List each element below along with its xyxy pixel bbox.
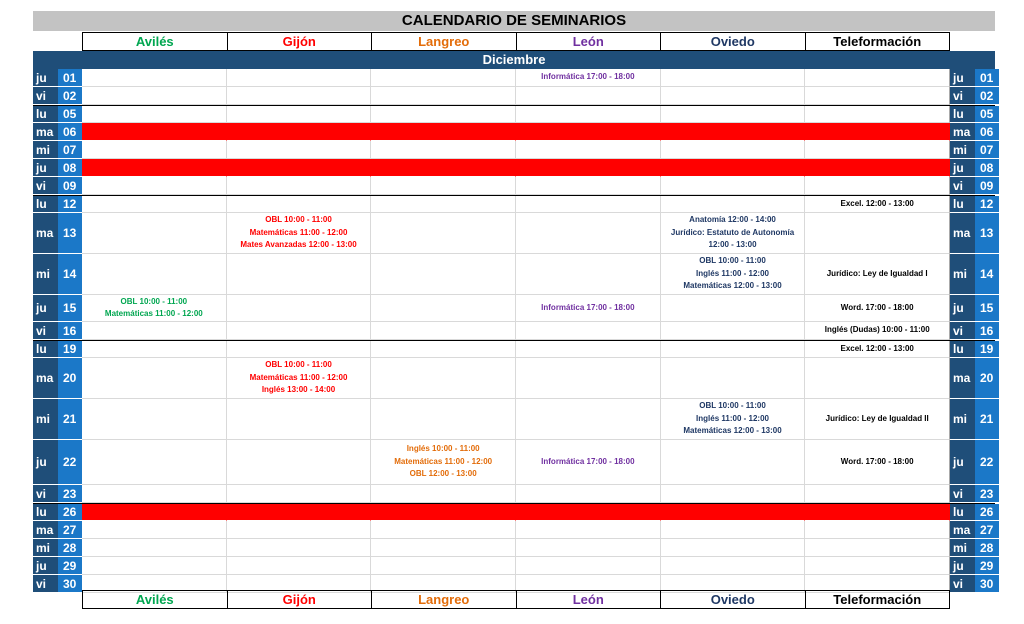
cell-oviedo-07[interactable] xyxy=(661,141,806,159)
day-name: ju xyxy=(33,295,58,322)
cell-oviedo-02[interactable] xyxy=(661,87,806,105)
seminar-entry: OBL 10:00 - 11:00 xyxy=(265,215,332,225)
cell-langreo-09[interactable] xyxy=(371,177,516,195)
cell-langreo-05[interactable] xyxy=(371,106,516,123)
day-number: 30 xyxy=(58,575,82,593)
day-number-right: 15 xyxy=(975,295,999,322)
day-number-right: 19 xyxy=(975,341,999,358)
seminar-entry: Inglés (Dudas) 10:00 - 11:00 xyxy=(824,325,930,335)
cell-oviedo-26[interactable] xyxy=(661,504,806,521)
seminar-entry: Inglés 11:00 - 12:00 xyxy=(696,268,769,278)
day-name-right: lu xyxy=(950,504,975,521)
day-number-right: 08 xyxy=(975,159,999,177)
page-title: CALENDARIO DE SEMINARIOS xyxy=(33,11,995,31)
day-name: vi xyxy=(33,485,58,503)
day-name-right: vi xyxy=(950,575,975,593)
seminar-entry: Matemáticas 12:00 - 13:00 xyxy=(683,426,782,436)
day-number-right: 12 xyxy=(975,196,999,213)
seminar-entry: Jurídico: Estatuto de Autonomía xyxy=(670,227,795,237)
cell-leon-21[interactable] xyxy=(516,399,661,440)
day-row-12 xyxy=(33,195,995,213)
day-row-07 xyxy=(33,141,995,159)
seminar-entry: Inglés 10:00 - 11:00 xyxy=(406,444,480,454)
cell-aviles-14[interactable] xyxy=(82,254,227,295)
cell-langreo-07[interactable] xyxy=(371,141,516,159)
day-name: vi xyxy=(33,575,58,593)
column-header-row-top xyxy=(82,32,950,51)
day-row-19 xyxy=(33,340,995,358)
day-name: ju xyxy=(33,440,58,485)
cell-langreo-08[interactable] xyxy=(371,159,516,177)
cell-leon-15[interactable] xyxy=(516,295,661,322)
cell-oviedo-22[interactable] xyxy=(661,440,806,485)
cell-teleformacion-20[interactable] xyxy=(805,358,950,399)
cell-leon-29[interactable] xyxy=(516,557,661,575)
cell-langreo-16[interactable] xyxy=(371,322,516,340)
cell-oviedo-29[interactable] xyxy=(661,557,806,575)
day-number: 05 xyxy=(58,106,82,123)
cell-gijon-19[interactable] xyxy=(227,341,372,358)
seminar-entry: Word. 17:00 - 18:00 xyxy=(840,456,914,466)
cell-oviedo-19[interactable] xyxy=(661,341,806,358)
seminar-entry: Mates Avanzadas 12:00 - 13:00 xyxy=(240,240,357,250)
day-name: vi xyxy=(33,87,58,105)
cell-langreo-26[interactable] xyxy=(371,504,516,521)
seminar-entry: 12:00 - 13:00 xyxy=(708,240,757,250)
cell-gijon-13[interactable] xyxy=(227,213,372,254)
day-number-right: 27 xyxy=(975,521,999,539)
day-number-right: 05 xyxy=(975,106,999,123)
day-name-right: mi xyxy=(950,254,975,295)
day-name-right: mi xyxy=(950,141,975,159)
seminar-entry: Excel. 12:00 - 13:00 xyxy=(840,198,914,208)
day-name-right: ju xyxy=(950,557,975,575)
cell-leon-09[interactable] xyxy=(516,177,661,195)
day-number: 06 xyxy=(58,123,82,141)
cell-gijon-16[interactable] xyxy=(227,322,372,340)
seminar-entry: Matemáticas 11:00 - 12:00 xyxy=(104,309,203,318)
seminar-entry: Word. 17:00 - 18:00 xyxy=(840,302,914,312)
cell-gijon-09[interactable] xyxy=(227,177,372,195)
cell-gijon-14[interactable] xyxy=(227,254,372,295)
seminar-entry: OBL 10:00 - 11:00 xyxy=(699,256,766,266)
day-row-14 xyxy=(33,254,995,295)
cell-langreo-23[interactable] xyxy=(371,485,516,503)
seminar-entry: Anatomía 12:00 - 14:00 xyxy=(689,215,776,225)
cell-langreo-20[interactable] xyxy=(371,358,516,399)
day-number: 02 xyxy=(58,87,82,105)
day-name-right: lu xyxy=(950,106,975,123)
day-name: ma xyxy=(33,358,58,399)
day-number-right: 28 xyxy=(975,539,999,557)
cell-gijon-23[interactable] xyxy=(227,485,372,503)
cell-teleformacion-14[interactable] xyxy=(805,254,950,295)
day-number-right: 09 xyxy=(975,177,999,195)
day-number-right: 16 xyxy=(975,322,999,340)
day-name: ma xyxy=(33,213,58,254)
day-name-right: vi xyxy=(950,87,975,105)
seminar-entry: Jurídico: Ley de Igualdad II xyxy=(825,413,929,423)
cell-leon-13[interactable] xyxy=(516,213,661,254)
day-number: 27 xyxy=(58,521,82,539)
day-name-right: ma xyxy=(950,213,975,254)
cell-oviedo-01[interactable] xyxy=(661,69,806,87)
cell-teleformacion-27[interactable] xyxy=(805,521,950,539)
day-name-right: mi xyxy=(950,539,975,557)
day-name-right: ma xyxy=(950,123,975,141)
cell-aviles-06[interactable] xyxy=(82,123,227,141)
cell-gijon-27[interactable] xyxy=(227,521,372,539)
cell-aviles-01[interactable] xyxy=(82,69,227,87)
day-name: mi xyxy=(33,399,58,440)
column-footer-leon[interactable]: León xyxy=(517,591,662,608)
cell-leon-12[interactable] xyxy=(516,196,661,213)
day-number-right: 06 xyxy=(975,123,999,141)
day-number: 20 xyxy=(58,358,82,399)
day-number: 08 xyxy=(58,159,82,177)
cell-teleformacion-22[interactable] xyxy=(805,440,950,485)
cell-teleformacion-08[interactable] xyxy=(805,159,950,177)
seminar-entry: OBL 10:00 - 11:00 xyxy=(265,360,332,370)
day-name-right: ju xyxy=(950,440,975,485)
day-row-09 xyxy=(33,177,995,195)
cell-leon-01[interactable] xyxy=(516,69,661,87)
cell-leon-02[interactable] xyxy=(516,87,661,105)
cell-teleformacion-06[interactable] xyxy=(805,123,950,141)
day-name: ma xyxy=(33,521,58,539)
day-row-20 xyxy=(33,358,995,399)
day-number-right: 30 xyxy=(975,575,999,593)
column-header-aviles[interactable]: Avilés xyxy=(83,33,228,50)
day-number-right: 02 xyxy=(975,87,999,105)
cell-langreo-15[interactable] xyxy=(371,295,516,322)
day-name: vi xyxy=(33,177,58,195)
cell-leon-16[interactable] xyxy=(516,322,661,340)
cell-aviles-26[interactable] xyxy=(82,504,227,521)
cell-langreo-27[interactable] xyxy=(371,521,516,539)
day-row-15 xyxy=(33,295,995,322)
cell-oviedo-12[interactable] xyxy=(661,196,806,213)
column-footer-oviedo[interactable]: Oviedo xyxy=(661,591,806,608)
day-row-13 xyxy=(33,213,995,254)
day-number: 01 xyxy=(58,69,82,87)
cell-gijon-01[interactable] xyxy=(227,69,372,87)
day-number-right: 29 xyxy=(975,557,999,575)
cell-leon-14[interactable] xyxy=(516,254,661,295)
day-number: 28 xyxy=(58,539,82,557)
day-name: lu xyxy=(33,196,58,213)
cell-teleformacion-21[interactable] xyxy=(805,399,950,440)
column-header-gijon[interactable]: Gijón xyxy=(228,33,373,50)
day-name-right: lu xyxy=(950,341,975,358)
month-header: Diciembre xyxy=(33,51,995,69)
cell-teleformacion-28[interactable] xyxy=(805,539,950,557)
cell-oviedo-20[interactable] xyxy=(661,358,806,399)
cell-aviles-07[interactable] xyxy=(82,141,227,159)
day-row-27 xyxy=(33,521,995,539)
day-number-right: 14 xyxy=(975,254,999,295)
day-name-right: lu xyxy=(950,196,975,213)
day-name: ju xyxy=(33,557,58,575)
seminar-entry: Informática 17:00 - 18:00 xyxy=(541,72,635,82)
cell-aviles-20[interactable] xyxy=(82,358,227,399)
cell-leon-05[interactable] xyxy=(516,106,661,123)
day-number: 21 xyxy=(58,399,82,440)
cell-oviedo-13[interactable] xyxy=(661,213,806,254)
day-row-23 xyxy=(33,485,995,503)
seminar-entry: Excel. 12:00 - 13:00 xyxy=(840,343,914,353)
seminar-entry: Informática 17:00 - 18:00 xyxy=(541,456,635,466)
cell-leon-22[interactable] xyxy=(516,440,661,485)
day-row-02 xyxy=(33,87,995,105)
day-name-right: vi xyxy=(950,485,975,503)
day-number-right: 20 xyxy=(975,358,999,399)
seminar-entry: OBL 10:00 - 11:00 xyxy=(699,401,766,411)
day-number: 16 xyxy=(58,322,82,340)
cell-langreo-14[interactable] xyxy=(371,254,516,295)
cell-gijon-08[interactable] xyxy=(227,159,372,177)
cell-teleformacion-09[interactable] xyxy=(805,177,950,195)
day-row-06 xyxy=(33,123,995,141)
seminar-entry: Jurídico: Ley de Igualdad I xyxy=(826,268,928,278)
cell-aviles-19[interactable] xyxy=(82,341,227,358)
cell-oviedo-21[interactable] xyxy=(661,399,806,440)
cell-leon-23[interactable] xyxy=(516,485,661,503)
cell-aviles-02[interactable] xyxy=(82,87,227,105)
cell-teleformacion-19[interactable] xyxy=(805,341,950,358)
cell-langreo-22[interactable] xyxy=(371,440,516,485)
cell-oviedo-16[interactable] xyxy=(661,322,806,340)
day-number-right: 07 xyxy=(975,141,999,159)
cell-teleformacion-12[interactable] xyxy=(805,196,950,213)
day-number-right: 23 xyxy=(975,485,999,503)
column-footer-gijon[interactable]: Gijón xyxy=(228,591,373,608)
day-name: ma xyxy=(33,123,58,141)
day-row-22 xyxy=(33,440,995,485)
day-row-01 xyxy=(33,69,995,87)
day-number: 07 xyxy=(58,141,82,159)
cell-langreo-28[interactable] xyxy=(371,539,516,557)
cell-aviles-16[interactable] xyxy=(82,322,227,340)
cell-leon-06[interactable] xyxy=(516,123,661,141)
cell-langreo-06[interactable] xyxy=(371,123,516,141)
column-header-teleformacion[interactable]: Teleformación xyxy=(833,34,922,49)
cell-gijon-07[interactable] xyxy=(227,141,372,159)
cell-leon-07[interactable] xyxy=(516,141,661,159)
cell-oviedo-09[interactable] xyxy=(661,177,806,195)
cell-langreo-29[interactable] xyxy=(371,557,516,575)
day-row-08 xyxy=(33,159,995,177)
cell-langreo-13[interactable] xyxy=(371,213,516,254)
day-name-right: ju xyxy=(950,69,975,87)
seminar-entry: Matemáticas 11:00 - 12:00 xyxy=(394,456,493,466)
cell-langreo-21[interactable] xyxy=(371,399,516,440)
cell-oviedo-06[interactable] xyxy=(661,123,806,141)
cell-teleformacion-15[interactable] xyxy=(805,295,950,322)
day-name: lu xyxy=(33,106,58,123)
cell-teleformacion-07[interactable] xyxy=(805,141,950,159)
day-name-right: ju xyxy=(950,295,975,322)
cell-langreo-01[interactable] xyxy=(371,69,516,87)
cell-teleformacion-29[interactable] xyxy=(805,557,950,575)
cell-leon-27[interactable] xyxy=(516,521,661,539)
cell-teleformacion-23[interactable] xyxy=(805,485,950,503)
cell-aviles-23[interactable] xyxy=(82,485,227,503)
cell-oviedo-14[interactable] xyxy=(661,254,806,295)
seminar-entry: Inglés 13:00 - 14:00 xyxy=(261,385,336,395)
seminar-entry: Matemáticas 11:00 - 12:00 xyxy=(249,372,348,382)
day-name-right: vi xyxy=(950,322,975,340)
day-name-right: ju xyxy=(950,159,975,177)
day-row-28 xyxy=(33,539,995,557)
day-number: 19 xyxy=(58,341,82,358)
day-number: 09 xyxy=(58,177,82,195)
column-footer-teleformacion[interactable]: Teleformación xyxy=(833,592,922,607)
day-name: mi xyxy=(33,141,58,159)
cell-leon-20[interactable] xyxy=(516,358,661,399)
cell-gijon-22[interactable] xyxy=(227,440,372,485)
cell-gijon-20[interactable] xyxy=(227,358,372,399)
day-name-right: ma xyxy=(950,358,975,399)
day-number: 29 xyxy=(58,557,82,575)
cell-aviles-15[interactable] xyxy=(82,295,227,322)
day-number-right: 01 xyxy=(975,69,999,87)
cell-teleformacion-02[interactable] xyxy=(805,87,950,105)
column-header-leon[interactable]: León xyxy=(517,33,662,50)
day-number-right: 21 xyxy=(975,399,999,440)
day-number: 12 xyxy=(58,196,82,213)
day-number: 15 xyxy=(58,295,82,322)
cell-oviedo-28[interactable] xyxy=(661,539,806,557)
day-name-right: mi xyxy=(950,399,975,440)
day-name: vi xyxy=(33,322,58,340)
cell-gijon-12[interactable] xyxy=(227,196,372,213)
cell-gijon-15[interactable] xyxy=(227,295,372,322)
day-row-16 xyxy=(33,322,995,340)
day-number: 22 xyxy=(58,440,82,485)
column-header-row-bottom xyxy=(82,590,950,609)
cell-gijon-26[interactable] xyxy=(227,504,372,521)
column-footer-langreo[interactable]: Langreo xyxy=(372,591,517,608)
seminar-entry: Matemáticas 12:00 - 13:00 xyxy=(683,281,782,291)
seminar-entry: Matemáticas 11:00 - 12:00 xyxy=(249,227,348,237)
cell-langreo-19[interactable] xyxy=(371,341,516,358)
cell-teleformacion-13[interactable] xyxy=(805,213,950,254)
cell-oviedo-08[interactable] xyxy=(661,159,806,177)
cell-leon-08[interactable] xyxy=(516,159,661,177)
cell-oviedo-15[interactable] xyxy=(661,295,806,322)
day-number-right: 26 xyxy=(975,504,999,521)
cell-langreo-12[interactable] xyxy=(371,196,516,213)
cell-teleformacion-16[interactable] xyxy=(805,322,950,340)
cell-gijon-05[interactable] xyxy=(227,106,372,123)
day-name: ju xyxy=(33,159,58,177)
cell-aviles-08[interactable] xyxy=(82,159,227,177)
cell-langreo-02[interactable] xyxy=(371,87,516,105)
cell-aviles-13[interactable] xyxy=(82,213,227,254)
day-number: 23 xyxy=(58,485,82,503)
seminar-entry: OBL 10:00 - 11:00 xyxy=(120,296,188,306)
cell-aviles-12[interactable] xyxy=(82,196,227,213)
day-row-26 xyxy=(33,503,995,521)
day-name-right: ma xyxy=(950,521,975,539)
day-name: mi xyxy=(33,539,58,557)
day-name: ju xyxy=(33,69,58,87)
cell-aviles-27[interactable] xyxy=(82,521,227,539)
day-number: 26 xyxy=(58,504,82,521)
cell-oviedo-27[interactable] xyxy=(661,521,806,539)
seminar-entry: Informática 17:00 - 18:00 xyxy=(541,302,635,312)
column-footer-aviles[interactable]: Avilés xyxy=(83,591,228,608)
seminar-entry: OBL 12:00 - 13:00 xyxy=(409,469,477,479)
cell-teleformacion-26[interactable] xyxy=(805,504,950,521)
cell-gijon-02[interactable] xyxy=(227,87,372,105)
cell-gijon-06[interactable] xyxy=(227,123,372,141)
seminar-entry: Inglés 11:00 - 12:00 xyxy=(696,413,769,423)
day-number: 14 xyxy=(58,254,82,295)
day-number-right: 22 xyxy=(975,440,999,485)
cell-gijon-21[interactable] xyxy=(227,399,372,440)
day-name: lu xyxy=(33,341,58,358)
cell-teleformacion-05[interactable] xyxy=(805,106,950,123)
day-number: 13 xyxy=(58,213,82,254)
cell-aviles-22[interactable] xyxy=(82,440,227,485)
column-header-langreo[interactable]: Langreo xyxy=(372,33,517,50)
day-name-right: vi xyxy=(950,177,975,195)
cell-aviles-29[interactable] xyxy=(82,557,227,575)
day-name: lu xyxy=(33,504,58,521)
cell-oviedo-05[interactable] xyxy=(661,106,806,123)
cell-leon-28[interactable] xyxy=(516,539,661,557)
cell-aviles-21[interactable] xyxy=(82,399,227,440)
cell-teleformacion-01[interactable] xyxy=(805,69,950,87)
cell-gijon-28[interactable] xyxy=(227,539,372,557)
cell-aviles-05[interactable] xyxy=(82,106,227,123)
cell-oviedo-23[interactable] xyxy=(661,485,806,503)
day-number-right: 13 xyxy=(975,213,999,254)
day-row-29 xyxy=(33,557,995,575)
cell-leon-19[interactable] xyxy=(516,341,661,358)
cell-aviles-09[interactable] xyxy=(82,177,227,195)
day-row-21 xyxy=(33,399,995,440)
cell-aviles-28[interactable] xyxy=(82,539,227,557)
cell-gijon-29[interactable] xyxy=(227,557,372,575)
day-name: mi xyxy=(33,254,58,295)
column-header-oviedo[interactable]: Oviedo xyxy=(661,33,806,50)
cell-leon-26[interactable] xyxy=(516,504,661,521)
day-row-05 xyxy=(33,105,995,123)
